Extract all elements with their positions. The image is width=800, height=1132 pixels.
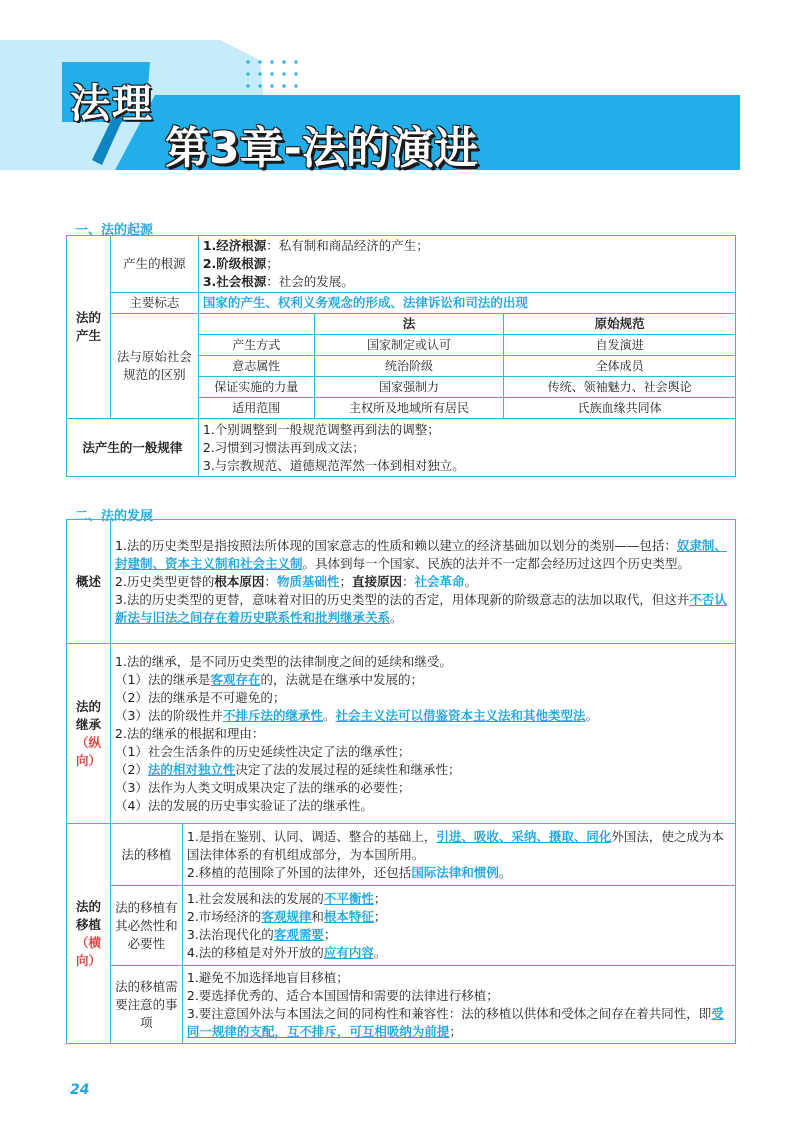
diff-row-primitive: 氏族血缘共同体 [504,398,736,419]
inheritance-content: 1.法的继承，是不同历史类型的法律制度之间的延续和继受。 （1）法的继承是客观存在的，法就是在继承中发展的； （2）法的继承是不可避免的； （3）法的阶级性并不排斥法的继承性。社会主义法可以借鉴资本主义法和其他类型法。 2.法的继承的根据和理由： （1）社会生活条件的历史延续性决定了法的继承性； （2）法的相对独立性决定了法的发展过程的延续性和继承性； （3）法作为人类文明成果决定了法的继承的必要性； （4）法的发展的历史事实验证了法的继承性。 [110,644,735,824]
diff-header-blank [198,314,314,335]
subject-tag: 法理 [70,81,154,127]
row-label-transplant-def: 法的移植 [110,824,182,886]
diff-row-law: 国家制定或认可 [314,335,504,356]
row-label-difference: 法与原始社会规范的区别 [110,314,198,419]
row-label-transplant: 法的移植 （横向） [67,824,111,1044]
row-label-general-rule: 法产生的一般规律 [67,419,199,477]
transplant-def-content: 1.是指在鉴别、认同、调适、整合的基础上，引进、吸收、采纳、摄取、同化外国法，使之成为本国法律体系的有机组成部分，为本国所用。 2.移植的范围除了外国的法律外，还包括国际法律和惯例。 [182,824,735,886]
diff-row-primitive: 自发演进 [504,335,736,356]
origin-table [66,235,736,477]
chapter-title: 第3章-法的演进 [165,123,478,174]
transplant-note-content: 1.避免不加选择地盲目移植； 2.要选择优秀的、适合本国国情和需要的法律进行移植； 3.要注意国外法与本国法之间的同构性和兼容性：法的移植以供体和受体之间存在着共同性，即受同一规律的支配，互不排斥，可互相吸纳为前提； [182,966,735,1044]
row-label-sign: 主要标志 [110,293,198,314]
diff-row-law: 统治阶级 [314,356,504,377]
diff-header-law: 法 [314,314,504,335]
root-content: 1.经济根源：私有制和商品经济的产生； 2.阶级根源； 3.社会根源：社会的发展。 [198,236,735,293]
row-label-root: 产生的根源 [110,236,198,293]
transplant-need-content: 1.社会发展和法的发展的不平衡性； 2.市场经济的客观规律和根本特征； 3.法治现代化的客观需要； 4.法的移植是对外开放的应有内容。 [182,886,735,966]
page-number: 24 [70,1082,90,1098]
sign-content: 国家的产生、权利义务观念的形成、法律诉讼和司法的出现 [198,293,735,314]
diff-row-aspect: 产生方式 [198,335,314,356]
general-rule-content: 1.个别调整到一般规范调整再到法的调整； 2.习惯到习惯法再到成文法； 3.与宗教规范、道德规范浑然一体到相对独立。 [198,419,735,477]
row-label-transplant-need: 法的移植有其必然性和必要性 [110,886,182,966]
diff-header-primitive: 原始规范 [504,314,736,335]
section-2-heading: 二、法的发展 [75,509,154,524]
overview-content: 1.法的历史类型是指按照法所体现的国家意志的性质和赖以建立的经济基础加以划分的类别——包括：奴隶制、封建制、资本主义制和社会主义制。具体到每一个国家、民族的法并不一定都会经历过这四个历史类型。 2.历史类型更替的根本原因：物质基础性；直接原因：社会革命。 3.法的历史类型的更替，意味着对旧的历史类型的法的否定，用体现新的阶级意志的法加以取代，但这并不否认新法与旧法之间存在着历史联系性和批判继承关系。 [110,520,735,644]
row-label-overview: 概述 [67,520,111,644]
group-label-law-origin: 法的产生 [67,236,111,419]
diff-row-law: 国家强制力 [314,377,504,398]
diff-row-primitive: 全体成员 [504,356,736,377]
diff-row-aspect: 意志属性 [198,356,314,377]
diff-row-law: 主权所及地域所有居民 [314,398,504,419]
diff-row-primitive: 传统、领袖魅力、社会舆论 [504,377,736,398]
diff-row-aspect: 适用范围 [198,398,314,419]
development-table [66,519,736,1044]
row-label-inheritance: 法的继承 （纵向） [67,644,111,824]
chapter-banner [0,0,800,200]
section-1-heading: 一、法的起源 [75,223,154,238]
diff-row-aspect: 保证实施的力量 [198,377,314,398]
row-label-transplant-note: 法的移植需要注意的事项 [110,966,182,1044]
